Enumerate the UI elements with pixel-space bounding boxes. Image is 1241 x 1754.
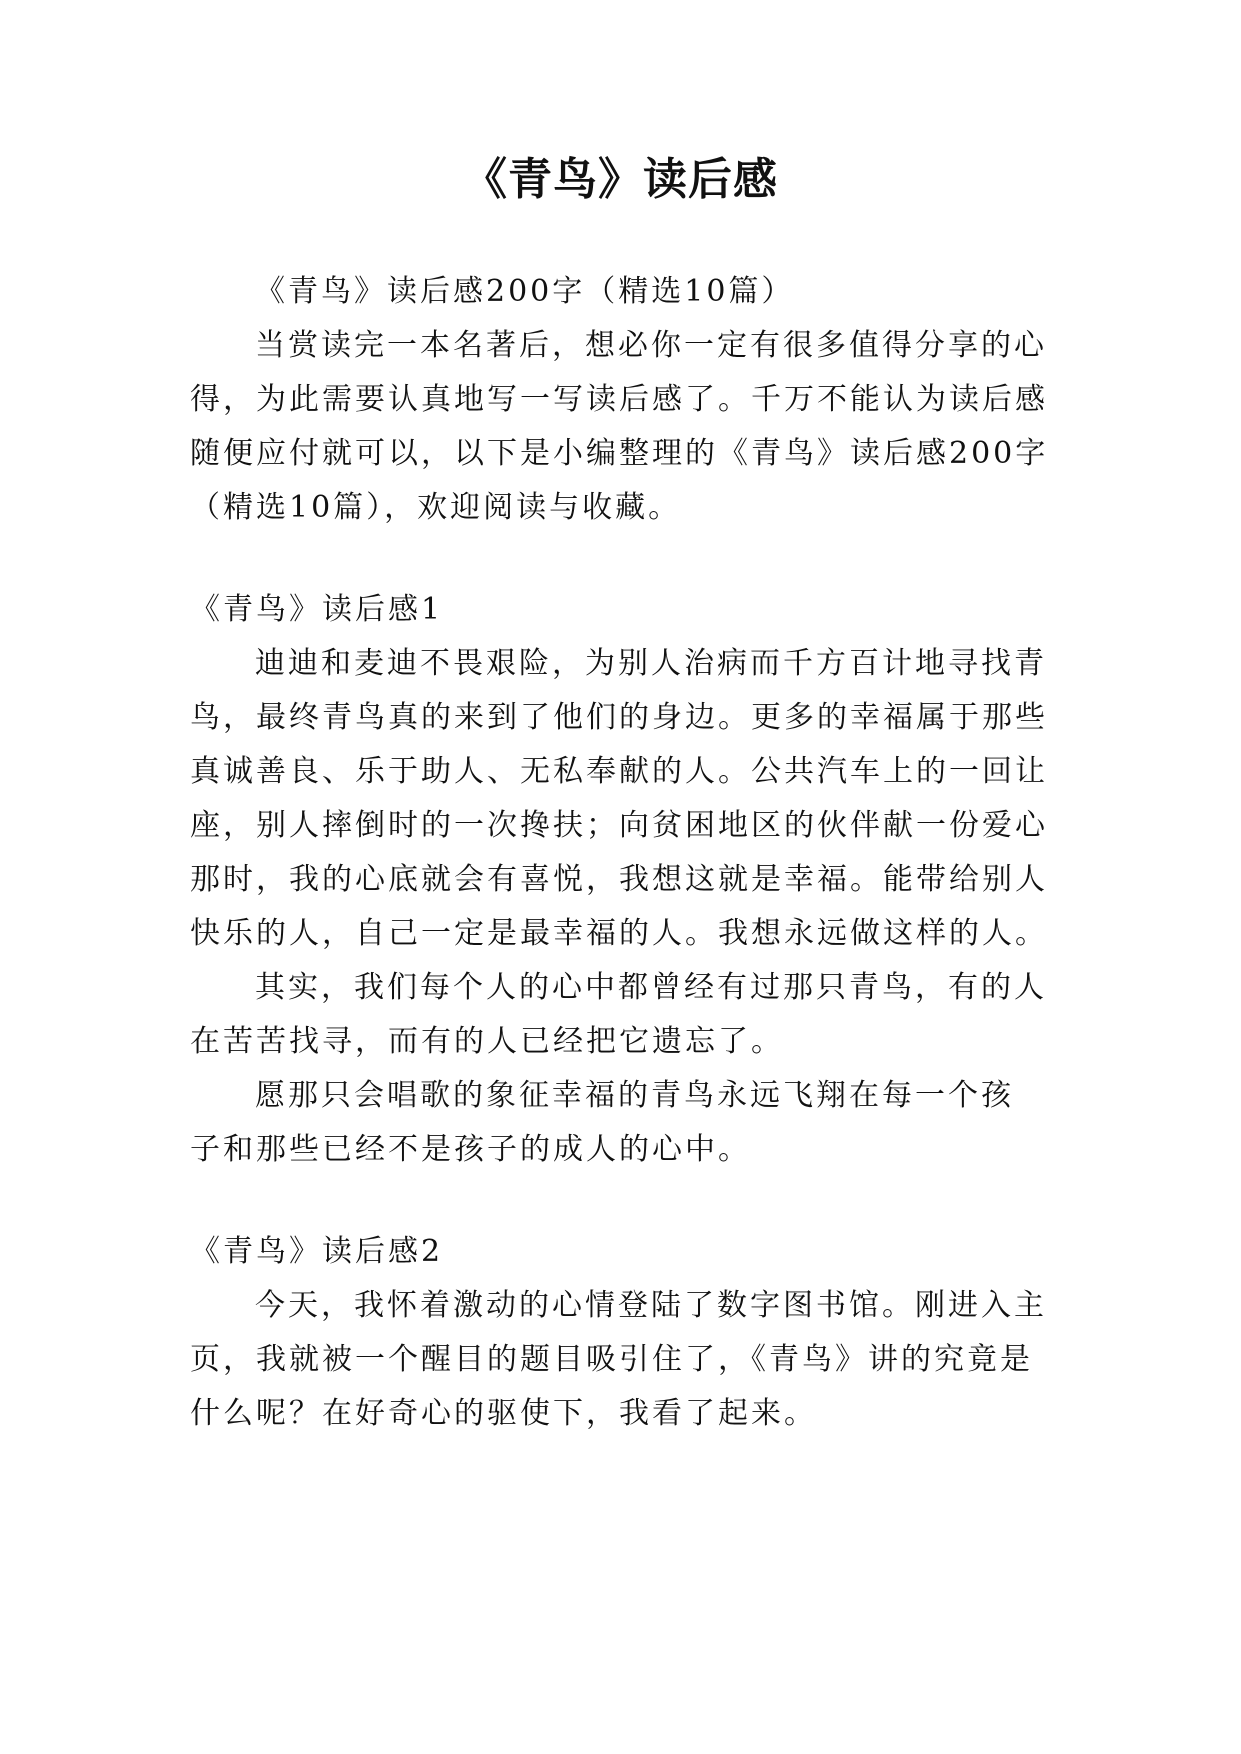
section1-line: 快乐的人，自己一定是最幸福的人。我想永远做这样的人。 — [190, 916, 1048, 951]
section1-line: 其实，我们每个人的心中都曾经有过那只青鸟，有的人 — [255, 970, 1047, 1005]
section2-line: 什么呢？在好奇心的驱使下，我看了起来。 — [190, 1396, 817, 1431]
section2-line: 今天，我怀着激动的心情登陆了数字图书馆。刚进入主 — [255, 1288, 1047, 1323]
section-heading-2: 《青鸟》读后感2 — [190, 1234, 444, 1269]
section1-line: 愿那只会唱歌的象征幸福的青鸟永远飞翔在每一个孩 — [255, 1078, 1014, 1113]
section1-line: 在苦苦找寻，而有的人已经把它遗忘了。 — [190, 1024, 784, 1059]
subtitle-line: 《青鸟》读后感200字（精选10篇） — [255, 274, 795, 309]
intro-line: 得，为此需要认真地写一写读后感了。千万不能认为读后感 — [190, 382, 1048, 417]
section1-line: 迪迪和麦迪不畏艰险，为别人治病而千方百计地寻找青 — [255, 646, 1047, 681]
intro-line: 当赏读完一本名著后，想必你一定有很多值得分享的心 — [255, 328, 1047, 363]
section1-line: 真诚善良、乐于助人、无私奉献的人。公共汽车上的一回让 — [190, 754, 1048, 789]
document-title: 《青鸟》读后感 — [463, 154, 778, 205]
section2-line: 页，我就被一个醒目的题目吸引住了，《青鸟》讲的究竟是 — [190, 1342, 1033, 1377]
section-heading-1: 《青鸟》读后感1 — [190, 592, 444, 627]
section1-line: 那时，我的心底就会有喜悦，我想这就是幸福。能带给别人 — [190, 862, 1048, 897]
section1-line: 鸟，最终青鸟真的来到了他们的身边。更多的幸福属于那些 — [190, 700, 1048, 735]
intro-line: 随便应付就可以，以下是小编整理的《青鸟》读后感200字 — [190, 436, 1049, 471]
section1-line: 子和那些已经不是孩子的成人的心中。 — [190, 1132, 751, 1167]
intro-line: （精选10篇），欢迎阅读与收藏。 — [190, 490, 682, 525]
section1-line: 座，别人摔倒时的一次搀扶；向贫困地区的伙伴献一份爱心 — [190, 808, 1048, 843]
